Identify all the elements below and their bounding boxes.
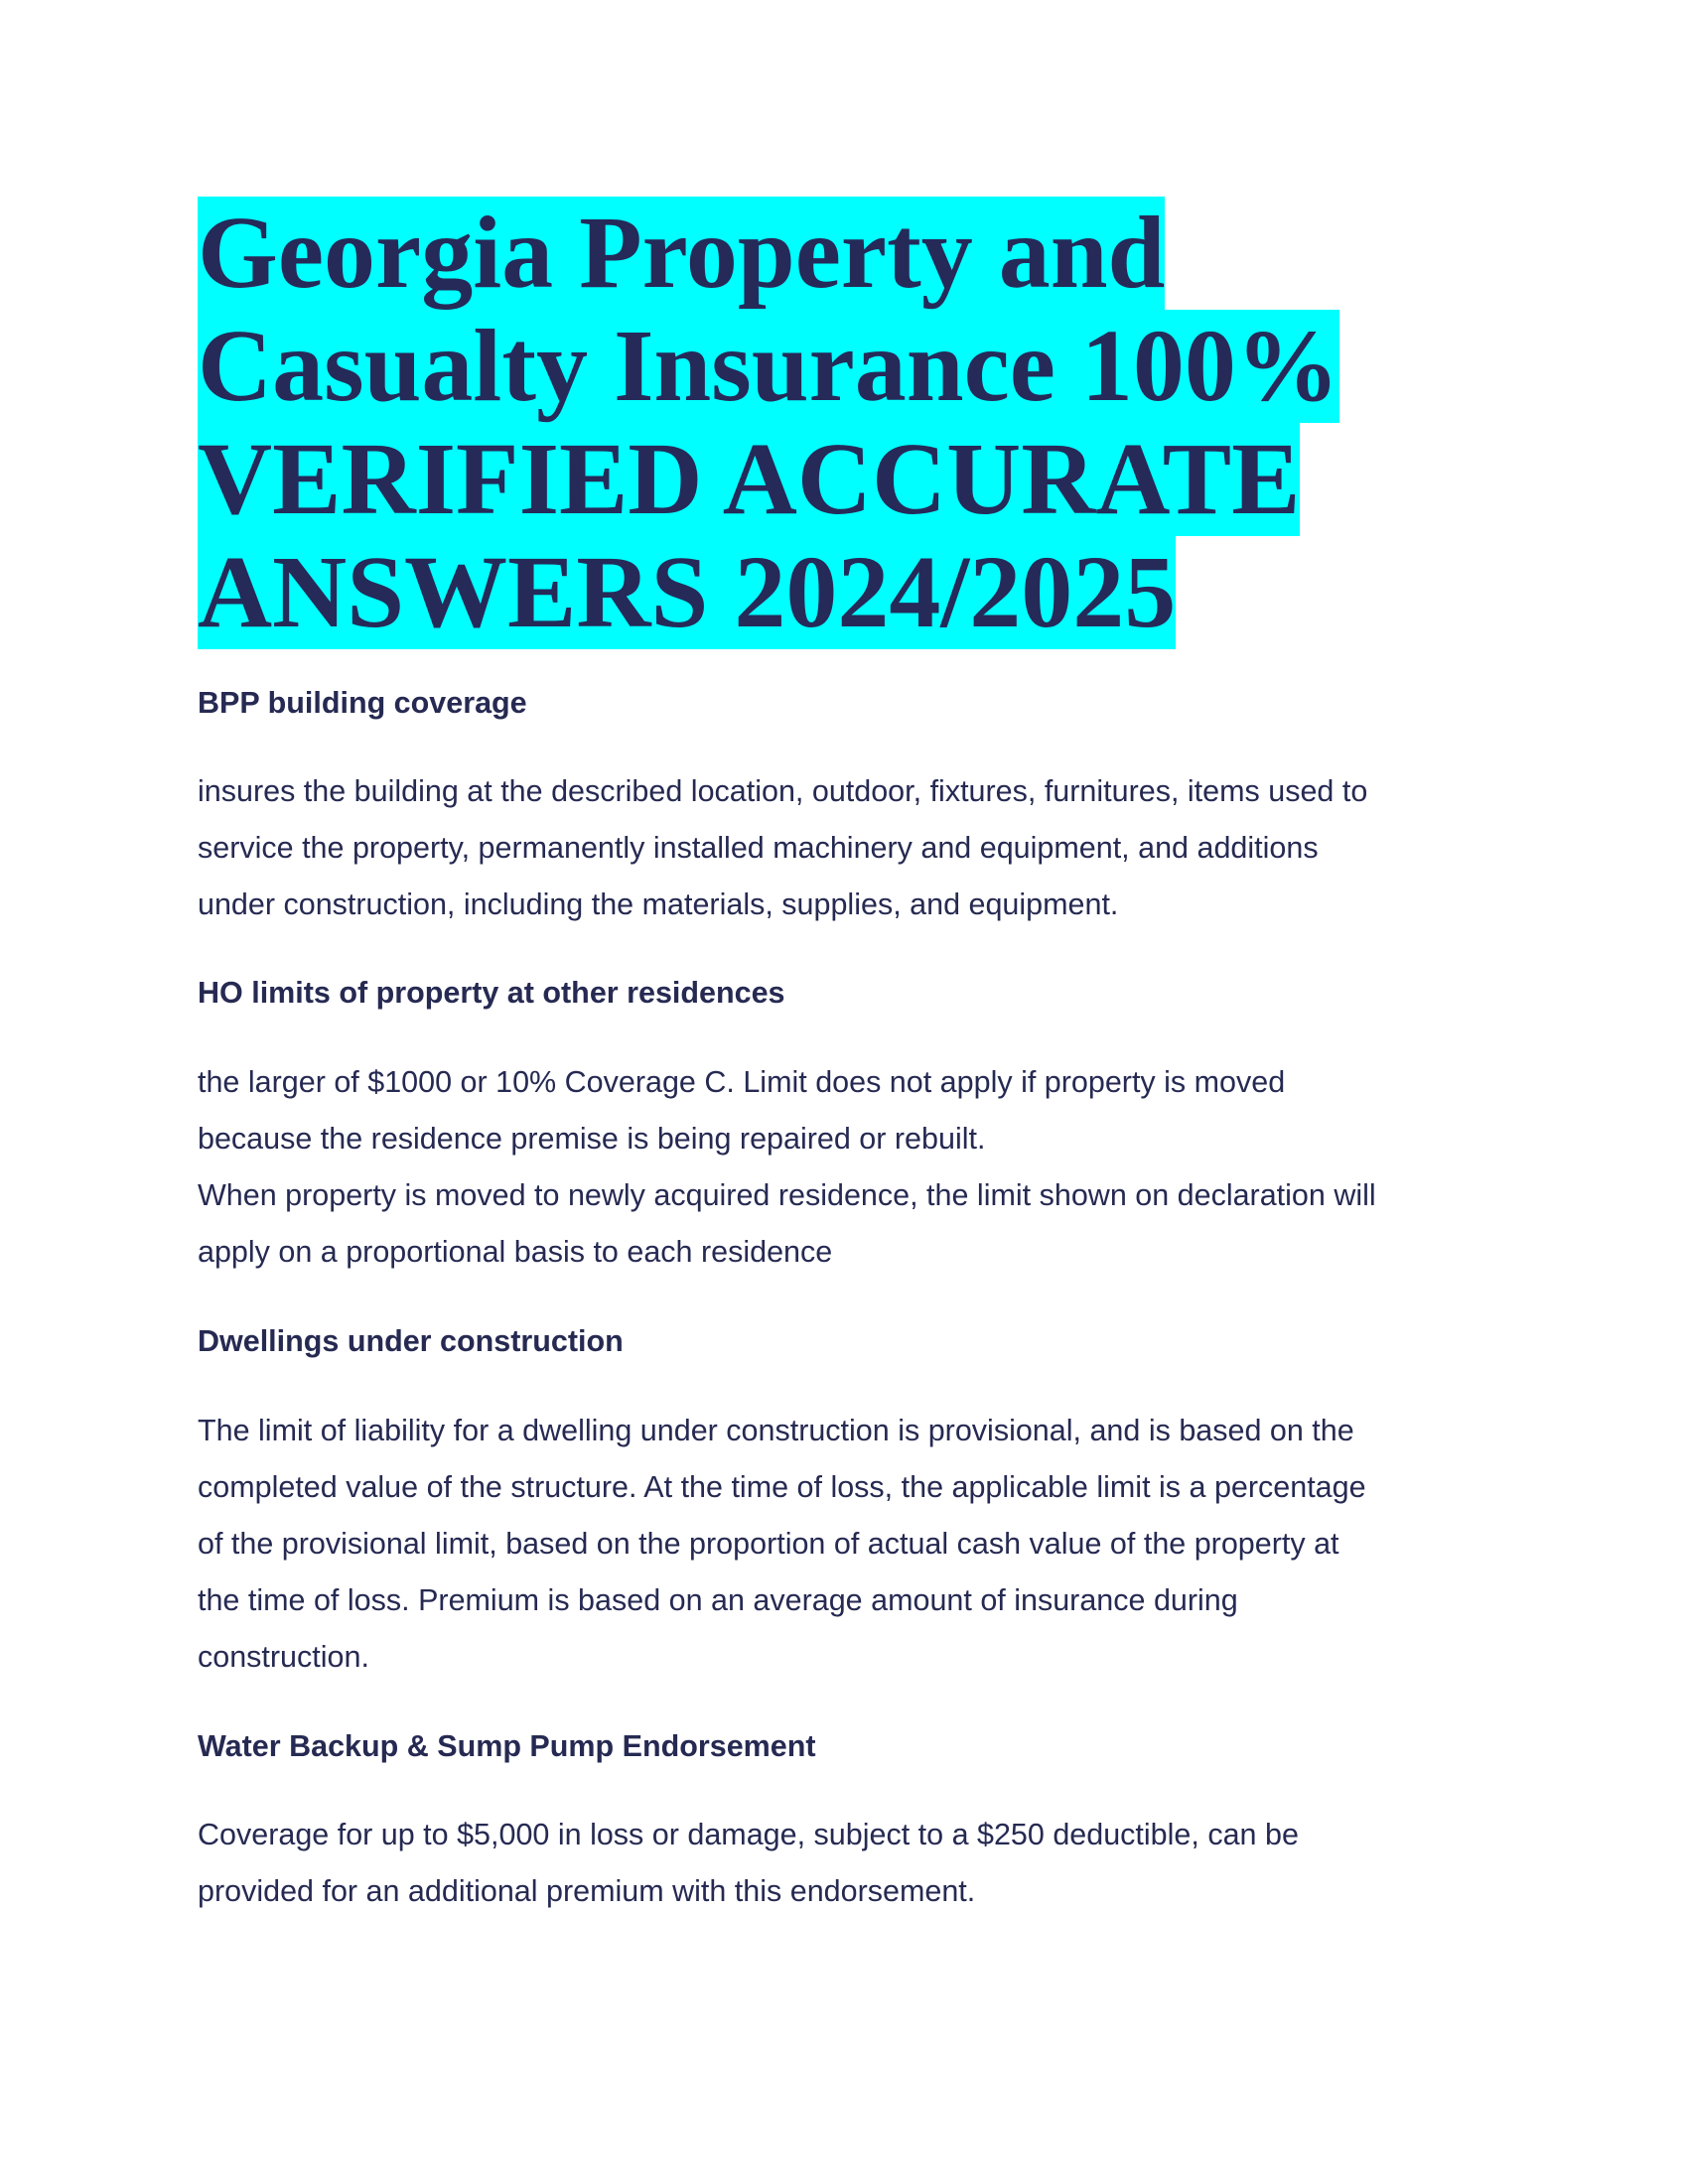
section-heading: Dwellings under construction [198,1324,624,1358]
section-paragraph [198,1054,1376,1281]
section-heading: Water Backup & Sump Pump Endorsement [198,1729,816,1763]
paragraph-line: of the provisional limit, based on the proportion of actual cash value of the property at [198,1527,1339,1561]
paragraph-line: The limit of liability for a dwelling under construction is provisional, and is based on the [198,1414,1354,1447]
paragraph-line: apply on a proportional basis to each residence [198,1235,833,1269]
paragraph-line: the larger of $1000 or 10% Coverage C. Limit does not apply if property is moved [198,1065,1286,1099]
paragraph-line: construction. [198,1640,369,1674]
title-line: Casualty Insurance 100% [198,309,1339,423]
paragraph-line: service the property, permanently installed machinery and equipment, and additions [198,831,1319,865]
paragraph-line: under construction, including the materials, supplies, and equipment. [198,887,1119,921]
title-line: ANSWERS 2024/2025 [198,535,1177,649]
paragraph-line: completed value of the structure. At the time of loss, the applicable limit is a percentage [198,1470,1366,1504]
paragraph-line: the time of loss. Premium is based on an average amount of insurance during [198,1583,1238,1617]
paragraph-line: insures the building at the described location, outdoor, fixtures, furnitures, items used to [198,774,1368,808]
section-paragraph [198,1807,1299,1920]
section-heading: BPP building coverage [198,686,527,720]
title-line: Georgia Property and [198,196,1166,310]
paragraph-line: provided for an additional premium with this endorsement. [198,1874,976,1908]
paragraph-line: because the residence premise is being repaired or rebuilt. [198,1122,986,1156]
paragraph-line: When property is moved to newly acquired residence, the limit shown on declaration will [198,1178,1376,1212]
title-line: VERIFIED ACCURATE [198,422,1301,536]
paragraph-line: Coverage for up to $5,000 in loss or damage, subject to a $250 deductible, can be [198,1818,1299,1851]
section-paragraph [198,1403,1366,1686]
document-title [198,197,1339,649]
section-paragraph [198,763,1367,933]
section-heading: HO limits of property at other residences [198,976,785,1010]
